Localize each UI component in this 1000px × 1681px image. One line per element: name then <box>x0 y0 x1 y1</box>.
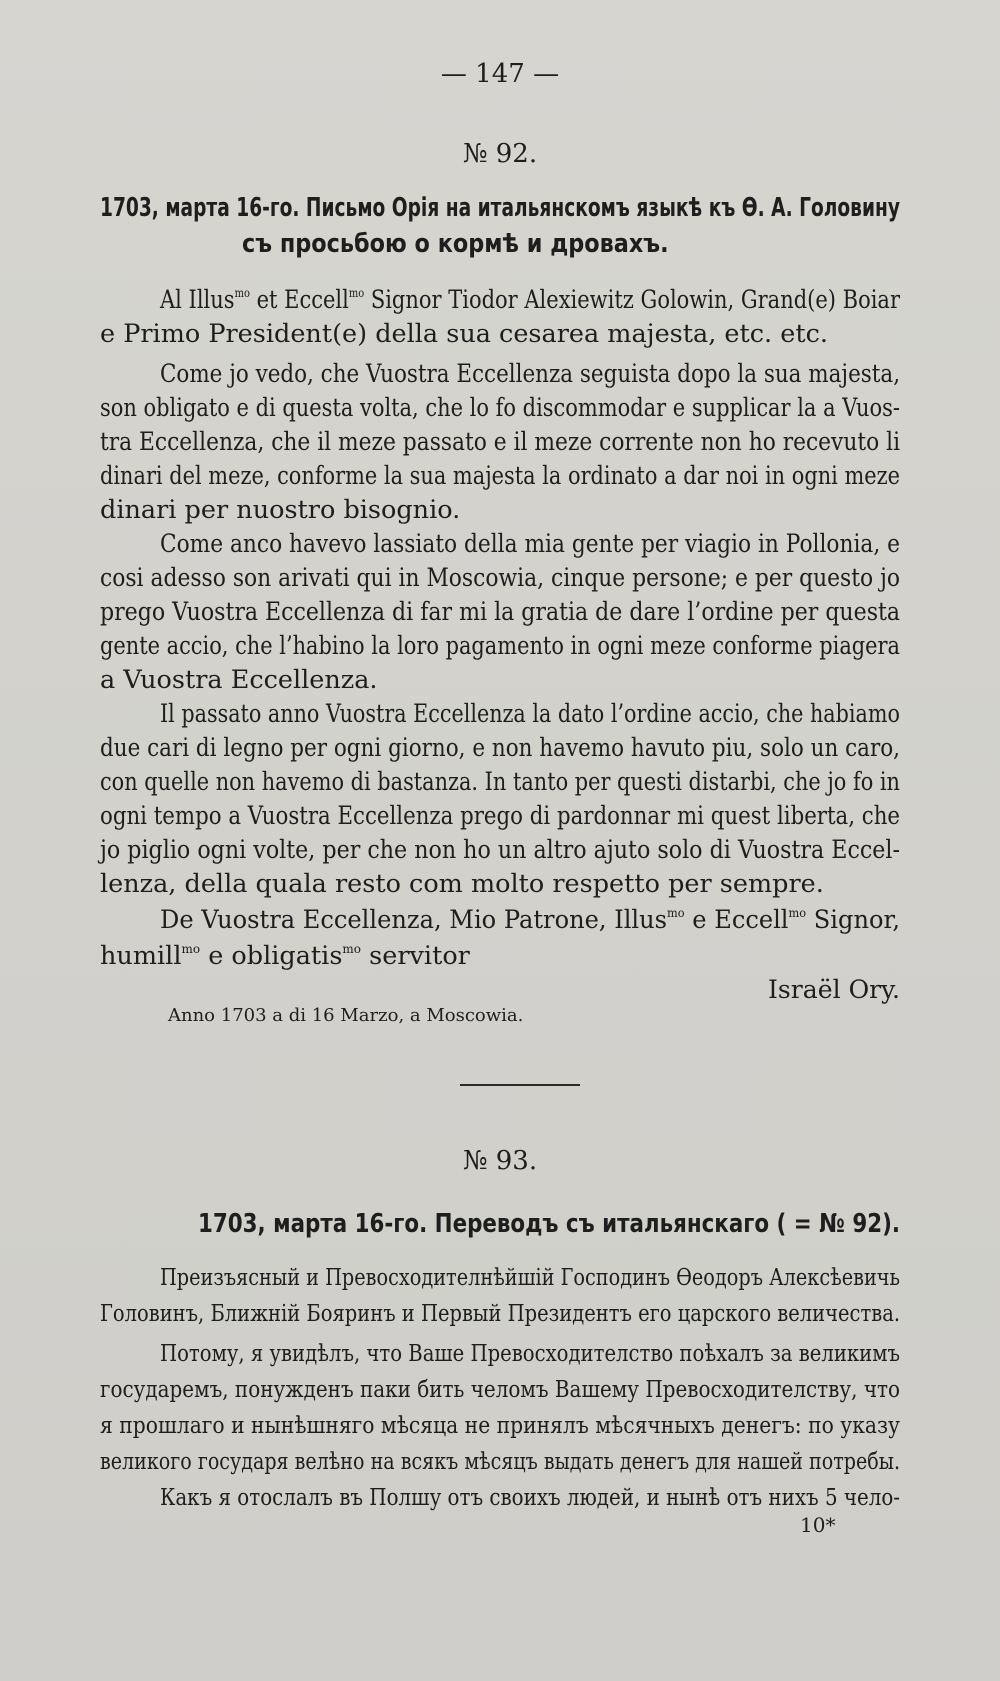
text-run: Al Illus <box>160 285 235 315</box>
translation-line6: великого государя велѣно на всякъ мѣсяцъ выдать денегъ для нашей потребы. <box>100 1449 901 1475</box>
address-line1 <box>160 284 900 316</box>
para3-line4: ogni tempo a Vuostra Eccellenza prego di pardonnar mi quest liberta, che <box>100 801 901 831</box>
para2-line1: Come anco havevo lassiato della mia gente per viagio in Pollonia, e <box>160 529 901 559</box>
address-line2: e Primo President(e) della sua cesarea majesta, etc. etc. <box>100 319 828 349</box>
superscript: mo <box>667 906 685 920</box>
signature-mark: 10* <box>800 1513 836 1537</box>
signature: Israël Ory. <box>768 975 901 1005</box>
section-divider <box>460 1084 580 1086</box>
translation-line1: Преизъясный и Превосходителнѣйшій Господинъ Ѳеодоръ Алексѣевичь <box>160 1265 901 1291</box>
para3-line2: due cari di legno per ogni giorno, e non havemo havuto piu, solo un caro, <box>100 733 901 763</box>
document-number-93: № 93. <box>462 1146 538 1176</box>
document-heading-93: 1703, марта 16-го. Переводъ съ итальянскаго ( = № 92). <box>198 1209 900 1239</box>
page-number: — 147 — <box>440 59 560 89</box>
superscript: mo <box>234 286 250 300</box>
para1-line5: dinari per nuostro bisognio. <box>100 495 461 525</box>
para1-line4: dinari del meze, conforme la sua majesta la ordinato a dar noi in ogni meze <box>100 461 900 491</box>
para1-line1: Come jo vedo, che Vuostra Eccellenza seguista dopo la sua majesta, <box>160 359 901 389</box>
text-run: servitor <box>361 941 470 971</box>
para2-line2: cosi adesso son arivati qui in Moscowia, cinque persone; e per questo jo <box>100 563 900 593</box>
superscript: mo <box>181 942 201 956</box>
text-run: humill <box>100 941 182 971</box>
superscript: mo <box>788 906 807 920</box>
para3-line5: jo piglio ogni volte, per che non ho un altro ajuto solo di Vuostra Eccel- <box>100 835 901 865</box>
text-run: e Eccell <box>684 905 789 935</box>
document-heading-92-line2: съ просьбою о кормѣ и дровахъ. <box>242 229 669 259</box>
superscript: mo <box>342 942 362 956</box>
para3-line3: con quelle non havemo di bastanza. In tanto per questi distarbi, che jo fo in <box>100 767 900 797</box>
text-run: e obligatis <box>200 941 343 971</box>
para1-line2: son obligato e di questa volta, che lo fo discommodar e supplicar la a Vuos- <box>100 393 900 423</box>
closing-line1 <box>160 904 900 936</box>
translation-line2: Головинъ, Ближній Бояринъ и Первый Президентъ его царского величества. <box>100 1301 901 1327</box>
document-heading-92-line1: 1703, марта 16-го. Письмо Орія на итальянскомъ языкѣ къ Ѳ. А. Головину <box>100 193 900 223</box>
translation-line5: я прошлаго и нынѣшняго мѣсяца не принялъ мѣсячныхъ денегъ: по указу <box>100 1413 900 1439</box>
translation-line4: государемъ, понужденъ паки бить челомъ Вашему Превосходителству, что <box>100 1377 901 1403</box>
superscript: mo <box>348 286 365 300</box>
text-run: De Vuostra Eccellenza, Mio Patrone, Illus <box>160 905 668 935</box>
para3-line6: lenza, della quala resto com molto respetto per sempre. <box>100 869 824 899</box>
translation-line7: Какъ я отослалъ въ Полшу отъ своихъ людей, и нынѣ отъ нихъ 5 чело- <box>160 1485 900 1511</box>
para2-line3: prego Vuostra Eccellenza di far mi la gratia de dare l’ordine per questa <box>100 597 901 627</box>
para1-line3: tra Eccellenza, che il meze passato e il meze corrente non ho recevuto li <box>100 427 901 457</box>
document-number-92: № 92. <box>462 139 538 169</box>
text-run: Signor, <box>806 905 901 935</box>
para3-line1: Il passato anno Vuostra Eccellenza la dato l’ordine accio, che habiamo <box>160 699 900 729</box>
para2-line5: a Vuostra Eccellenza. <box>100 665 378 695</box>
closing-line2 <box>100 940 470 972</box>
text-run: Signor Tiodor Alexiewitz Golowin, Grand(e) Boiar <box>364 285 900 315</box>
dateline: Anno 1703 a di 16 Marzo, a Moscowia. <box>168 1005 524 1026</box>
translation-line3: Потому, я увидѣлъ, что Ваше Превосходителство поѣхалъ за великимъ <box>160 1341 900 1367</box>
text-run: et Eccell <box>249 285 349 315</box>
para2-line4: gente accio, che l’habino la loro pagamento in ogni meze conforme piagera <box>100 631 900 661</box>
